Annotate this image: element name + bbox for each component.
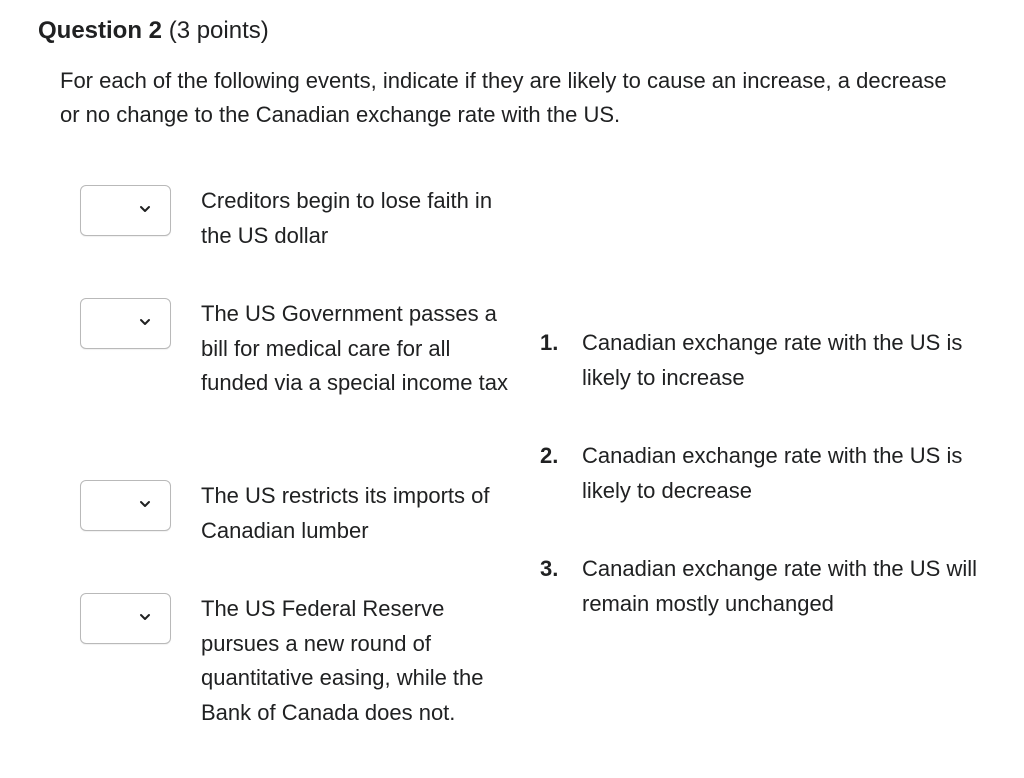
option-1-number: 1.: [540, 330, 559, 355]
question-header: [38, 14, 269, 48]
event-3-answer-select[interactable]: [80, 480, 171, 531]
option-3-number: 3.: [540, 556, 559, 581]
chevron-down-icon: [138, 497, 152, 511]
chevron-down-icon: [138, 315, 152, 329]
chevron-down-icon: [138, 202, 152, 216]
event-2-answer-select[interactable]: [80, 298, 171, 349]
option-1-text: Canadian exchange rate with the US is likely to increase: [582, 330, 963, 390]
event-1-answer-select[interactable]: [80, 185, 171, 236]
option-2-number: 2.: [540, 443, 559, 468]
question-points: (3 points): [168, 17, 269, 44]
question-title: Question 2: [38, 17, 163, 44]
event-4-answer-select[interactable]: [80, 593, 171, 644]
event-2-text: The US Government passes a bill for medical care for all funded via a special income tax: [201, 301, 508, 395]
event-4-text: The US Federal Reserve pursues a new round of quantitative easing, while the Bank of Canada does not.: [201, 596, 484, 725]
event-1-text: Creditors begin to lose faith in the US dollar: [201, 188, 493, 248]
chevron-down-icon: [138, 610, 152, 624]
question-prompt: For each of the following events, indicate if they are likely to cause an increase, a decrease or no change to the Canadian exchange rate with the US.: [60, 68, 947, 127]
option-3-text: Canadian exchange rate with the US will remain mostly unchanged: [582, 556, 978, 616]
event-3-text: The US restricts its imports of Canadian lumber: [201, 483, 490, 543]
option-2-text: Canadian exchange rate with the US is likely to decrease: [582, 443, 963, 503]
